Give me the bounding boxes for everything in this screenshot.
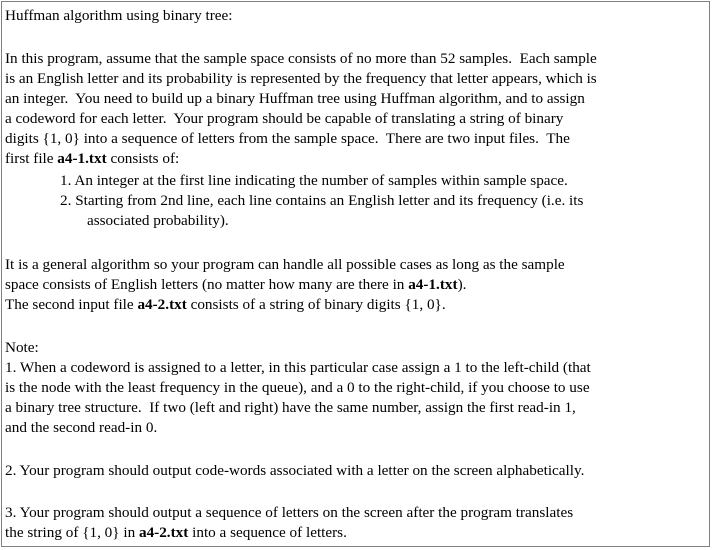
intro-line: an integer. You need to build up a binary Huffman tree using Huffman algorithm, and to assign [5, 90, 585, 107]
note-line: 3. Your program should output a sequence of letters on the screen after the program translates [5, 504, 574, 521]
filename: a4-1.txt [57, 150, 107, 167]
note-line [5, 523, 347, 543]
text-span: into a sequence of letters. [188, 524, 347, 541]
filename: a4-2.txt [138, 524, 189, 541]
list-item-continuation: associated probability). [87, 212, 229, 229]
text-span: the string of {1, 0} in [5, 524, 139, 541]
intro-line: is an English letter and its probability is represented by the frequency that letter appears, which is [5, 70, 597, 87]
text-span: first file [5, 150, 58, 167]
list-item: 1. An integer at the first line indicating the number of samples within sample space. [60, 172, 568, 189]
text-span: The second input file [5, 296, 138, 313]
note-line: and the second read-in 0. [5, 419, 158, 436]
note-line: 1. When a codeword is assigned to a letter, in this particular case assign a 1 to the left-child (that [5, 359, 591, 376]
intro-line [5, 149, 179, 169]
text-span: consists of a string of binary digits {1, 0}. [186, 296, 446, 313]
filename: a4-1.txt [408, 276, 458, 293]
intro-line: a codeword for each letter. Your program should be capable of translating a string of binary [5, 110, 564, 127]
text-span: consists of: [106, 150, 180, 167]
note-line: 2. Your program should output code-words associated with a letter on the screen alphabetically. [5, 462, 585, 479]
general-line [5, 275, 466, 295]
general-line: It is a general algorithm so your program can handle all possible cases as long as the sample [5, 256, 565, 273]
note-line: is the node with the least frequency in the queue), and a 0 to the right-child, if you choose to use [5, 379, 590, 396]
page-title: Huffman algorithm using binary tree: [5, 7, 233, 24]
filename: a4-2.txt [137, 296, 187, 313]
note-heading: Note: [5, 339, 39, 356]
intro-line: In this program, assume that the sample space consists of no more than 52 samples. Each sample [5, 50, 597, 67]
intro-line: digits {1, 0} into a sequence of letters from the sample space. There are two input files. The [5, 130, 570, 147]
text-span: ). [457, 276, 467, 293]
text-span: space consists of English letters (no matter how many are there in [5, 276, 409, 293]
note-line: a binary tree structure. If two (left and right) have the same number, assign the first read-in 1, [5, 399, 576, 416]
general-line [5, 295, 446, 315]
list-item: 2. Starting from 2nd line, each line contains an English letter and its frequency (i.e. its [60, 192, 584, 209]
